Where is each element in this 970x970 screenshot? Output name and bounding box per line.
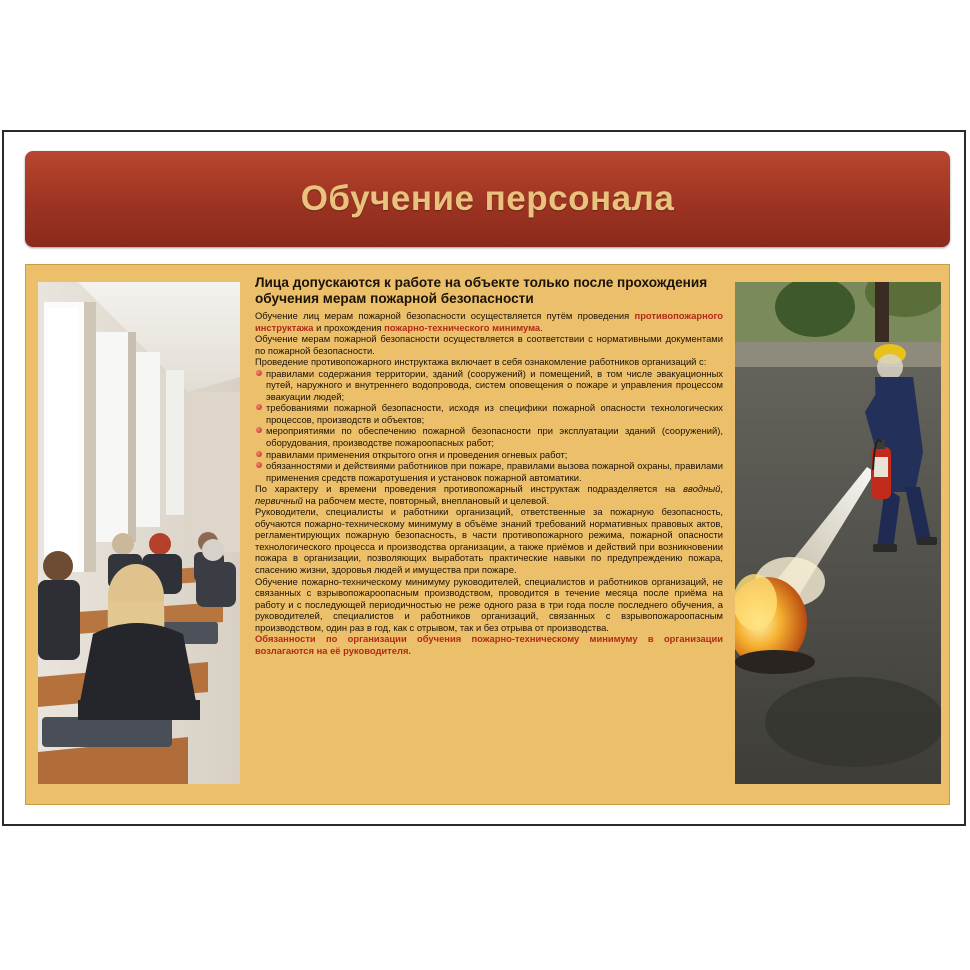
- paragraph-briefing-intro: Проведение противопожарного инструктажа включает в себя ознакомление работников организаций с:: [255, 356, 707, 368]
- bullet-icon: [256, 451, 262, 457]
- paragraph-normative: Обучение мерам пожарной безопасности осуществляется в соответствии с нормативными документами по пожарной безопасности.: [255, 333, 723, 356]
- content-panel: [25, 264, 950, 805]
- responsibility-note: Обязанности по организации обучения пожарно-техническому минимуму в организации возлагаются на её руководителя.: [255, 633, 723, 656]
- list-item: [255, 402, 723, 425]
- term-fire-minimum: пожарно-технического минимума: [384, 321, 541, 333]
- poster: [2, 130, 966, 826]
- p1-text-mid: и прохождения: [313, 321, 385, 333]
- p1-text: Обучение лиц мерам пожарной безопасности осуществляется путём проведения: [255, 310, 635, 321]
- list-item: [255, 449, 723, 461]
- bullet-icon: [256, 404, 262, 410]
- classroom-photo: [38, 282, 240, 784]
- p4-sep: ,: [720, 483, 723, 495]
- bullet-icon: [256, 427, 262, 433]
- term-primary: первичный: [255, 494, 303, 506]
- extinguisher-photo: [735, 282, 941, 784]
- list-item: [255, 460, 723, 483]
- list-item-text: правилами применения открытого огня и проведения огневых работ;: [266, 448, 568, 460]
- term-fire-briefing: противопожарного инструктажа: [255, 310, 723, 333]
- term-introductory: вводный: [683, 483, 721, 495]
- p4-text: По характеру и времени проведения противопожарный инструктаж подразделяется на: [255, 483, 684, 495]
- list-item: [255, 425, 723, 448]
- p1-text-end: .: [540, 321, 543, 333]
- paragraph-briefing-types: [255, 483, 723, 506]
- section-heading: Лица допускаются к работе на объекте только после прохождения обучения мерам пожарной безопасности: [255, 275, 708, 306]
- paragraph-training-methods: [255, 310, 723, 333]
- paragraph-minimum-schedule: Обучение пожарно-техническому минимуму руководителей, специалистов и работников организаций, не связанных с взрывопожароопасным производством, проводится в течение месяца после приёма на работу и с последующей периодичностью не реже одного раза в три года после последнего обучения, а руководителей, специалистов и работников организаций, связанных с взрывопожароопасным производством, один раз в год, как с отрывом, так и без отрыва от производства.: [255, 575, 723, 633]
- bullet-icon: [256, 370, 262, 376]
- paragraph-managers-training: Руководители, специалисты и работники организаций, ответственные за пожарную безопасность, обучаются пожарно-техническому минимуму в объёме знаний требований нормативных правовых актов, регламентирующих пожарную безопасность, в части противопожарного режима, пожарной опасности технологического процесса и производства организации, а также приёмов и действий при возникновении пожара в организации, позволяющих выработать практические навыки по предупреждению пожара, спасению жизни, здоровья людей и имущества при пожаре.: [255, 506, 723, 576]
- text-column: [255, 275, 723, 800]
- bullet-icon: [256, 462, 262, 468]
- title-banner: [25, 151, 950, 247]
- page-title: Обучение персонала: [300, 179, 675, 218]
- list-item-text: правилами содержания территории, зданий (сооружений) и помещений, в том числе эвакуационных путей, наружного и внутреннего водопровода, систем оповещения о пожаре и управления процессом эвакуации людей;: [266, 367, 723, 402]
- p4-text-end: на рабочем месте, повторный, внеплановый и целевой.: [302, 494, 550, 506]
- list-item-text: требованиями пожарной безопасности, исходя из специфики пожарной опасности технологических процессов, производств и объектов;: [266, 402, 723, 425]
- list-item-text: обязанностями и действиями работников при пожаре, правилами вызова пожарной охраны, правилами применения средств пожаротушения и установок пожарной автоматики.: [266, 460, 723, 483]
- list-item: [255, 368, 723, 403]
- list-item-text: мероприятиями по обеспечению пожарной безопасности при эксплуатации зданий (сооружений), оборудования, производстве пожароопасных работ;: [266, 425, 723, 449]
- briefing-list: [255, 368, 723, 483]
